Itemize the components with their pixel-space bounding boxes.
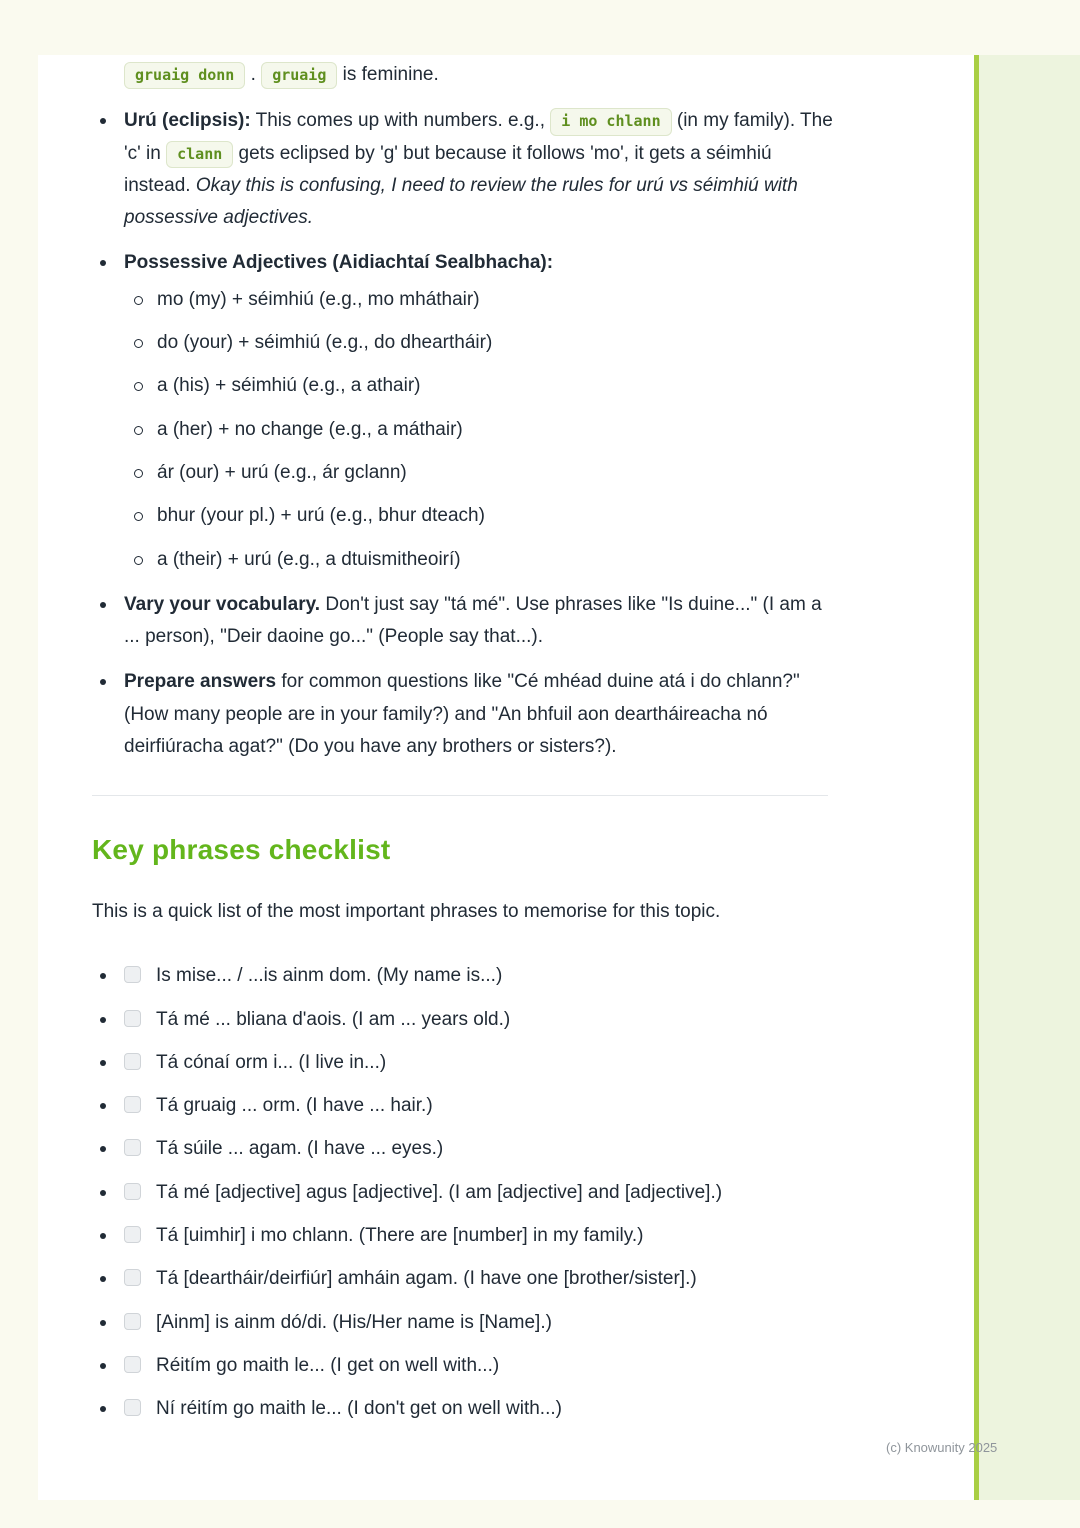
section-heading: Key phrases checklist: [92, 834, 391, 866]
note-item-possessive: [92, 247, 834, 575]
text-run: for common questions like "Cé mhéad duine atá i do chlann?" (How many people are in your family?) and "An bhfuil aon deartháireacha nó deirfiúracha agat?" (Do you have any brothers or sisters?).: [124, 671, 800, 758]
possessive-sub-list: [124, 284, 834, 576]
sub-item-label: ár (our) + urú (e.g., ár gclann): [157, 461, 407, 483]
watermark: (c) Knowunity 2025: [886, 1440, 998, 1455]
checklist-item: [92, 1177, 834, 1209]
checklist-item-label: Tá súile ... agam. (I have ... eyes.): [156, 1138, 444, 1160]
accent-side-strip: [979, 55, 1080, 1500]
possessive-sub-item: [124, 284, 834, 316]
note-item-vary: [92, 589, 834, 654]
checkbox[interactable]: [124, 1096, 141, 1113]
sub-item-label: bhur (your pl.) + urú (e.g., bhur dteach): [157, 505, 485, 527]
content-area: [38, 55, 974, 1500]
sub-item-label: a (their) + urú (e.g., a dtuismitheoirí): [157, 548, 461, 570]
sub-item-label: mo (my) + séimhiú (e.g., mo mháthair): [157, 288, 480, 310]
note-lead: Possessive Adjectives (Aidiachtaí Sealbhacha):: [124, 252, 554, 274]
sub-item-label: a (his) + séimhiú (e.g., a athair): [157, 375, 421, 397]
checklist-item-label: Tá gruaig ... orm. (I have ... hair.): [156, 1095, 433, 1117]
possessive-sub-item: [124, 544, 834, 576]
checklist-item: [92, 1047, 834, 1079]
notes-list: [92, 105, 834, 763]
note-lead: Prepare answers: [124, 671, 277, 693]
checklist-item-label: Is mise... / ...is ainm dom. (My name is...): [156, 965, 503, 987]
checkbox[interactable]: [124, 1226, 141, 1243]
checkbox[interactable]: [124, 1053, 141, 1070]
checklist-item: [92, 1004, 834, 1036]
possessive-sub-item: [124, 370, 834, 402]
checklist-item: [92, 1263, 834, 1295]
sub-item-label: a (her) + no change (e.g., a máthair): [157, 418, 463, 440]
inline-code-chip: gruaig: [261, 62, 337, 89]
checklist-item: [92, 960, 834, 992]
checkbox[interactable]: [124, 1139, 141, 1156]
possessive-sub-item: [124, 327, 834, 359]
checkbox[interactable]: [124, 1399, 141, 1416]
note-item-prepare: [92, 666, 834, 763]
text-run: gets eclipsed by 'g' but because it follows 'mo', it gets a séimhiú instead.: [124, 142, 772, 196]
key-phrases-checklist: [92, 960, 834, 1425]
checkbox[interactable]: [124, 1183, 141, 1200]
checklist-item: [92, 1090, 834, 1122]
text-run: is feminine.: [337, 64, 439, 85]
note-item-uru: [92, 105, 834, 234]
note-text: [124, 666, 834, 763]
document-body: [92, 59, 834, 1426]
possessive-sub-item: [124, 457, 834, 489]
inline-code-chip: gruaig donn: [124, 62, 245, 89]
text-run: (in my family). The 'c' in: [124, 110, 833, 164]
checkbox[interactable]: [124, 966, 141, 983]
checklist-item-label: Tá [deartháir/deirfiúr] amháin agam. (I have one [brother/sister].): [156, 1268, 697, 1290]
note-text: [124, 105, 834, 234]
checklist-item: [92, 1220, 834, 1252]
top-fragment: [92, 59, 834, 91]
checklist-item: [92, 1393, 834, 1425]
checkbox[interactable]: [124, 1356, 141, 1373]
checklist-item-label: [Ainm] is ainm dó/di. (His/Her name is [Name].): [156, 1311, 552, 1333]
checkbox[interactable]: [124, 1313, 141, 1330]
inline-code-chip: clann: [166, 141, 233, 168]
text-run: This comes up with numbers. e.g.,: [250, 110, 551, 132]
note-text: [124, 247, 834, 279]
checklist-item-label: Réitím go maith le... (I get on well with...): [156, 1354, 500, 1376]
note-text: [124, 589, 834, 654]
checklist-item-label: Ní réitím go maith le... (I don't get on well with...): [156, 1398, 562, 1420]
note-lead: Urú (eclipsis):: [124, 110, 251, 132]
possessive-sub-item: [124, 414, 834, 446]
checkbox[interactable]: [124, 1269, 141, 1286]
checklist-item: [92, 1307, 834, 1339]
inline-code-chip: i mo chlann: [550, 108, 671, 135]
checklist-item-label: Tá mé [adjective] agus [adjective]. (I am [adjective] and [adjective].): [156, 1181, 723, 1203]
checklist-item-label: Tá mé ... bliana d'aois. (I am ... years old.): [156, 1008, 511, 1030]
section-divider: [92, 795, 828, 796]
checklist-item-label: Tá [uimhir] i mo chlann. (There are [number] in my family.): [156, 1225, 644, 1247]
note-lead: Vary your vocabulary.: [124, 593, 321, 615]
checklist-intro: This is a quick list of the most important phrases to memorise for this topic.: [92, 900, 721, 922]
text-run: Don't just say "tá mé". Use phrases like "Is duine..." (I am a ... person), "Deir daoine go..." (People say that...).: [124, 593, 822, 648]
note-italic: Okay this is confusing, I need to review the rules for urú vs séimhiú with possessive adjectives.: [124, 174, 798, 229]
sub-item-label: do (your) + séimhiú (e.g., do dheartháir): [157, 332, 493, 354]
checklist-item: [92, 1133, 834, 1165]
checkbox[interactable]: [124, 1010, 141, 1027]
possessive-sub-item: [124, 500, 834, 532]
checklist-item: [92, 1350, 834, 1382]
checklist-item-label: Tá cónaí orm i... (I live in...): [156, 1051, 387, 1073]
text-run: .: [245, 64, 262, 85]
